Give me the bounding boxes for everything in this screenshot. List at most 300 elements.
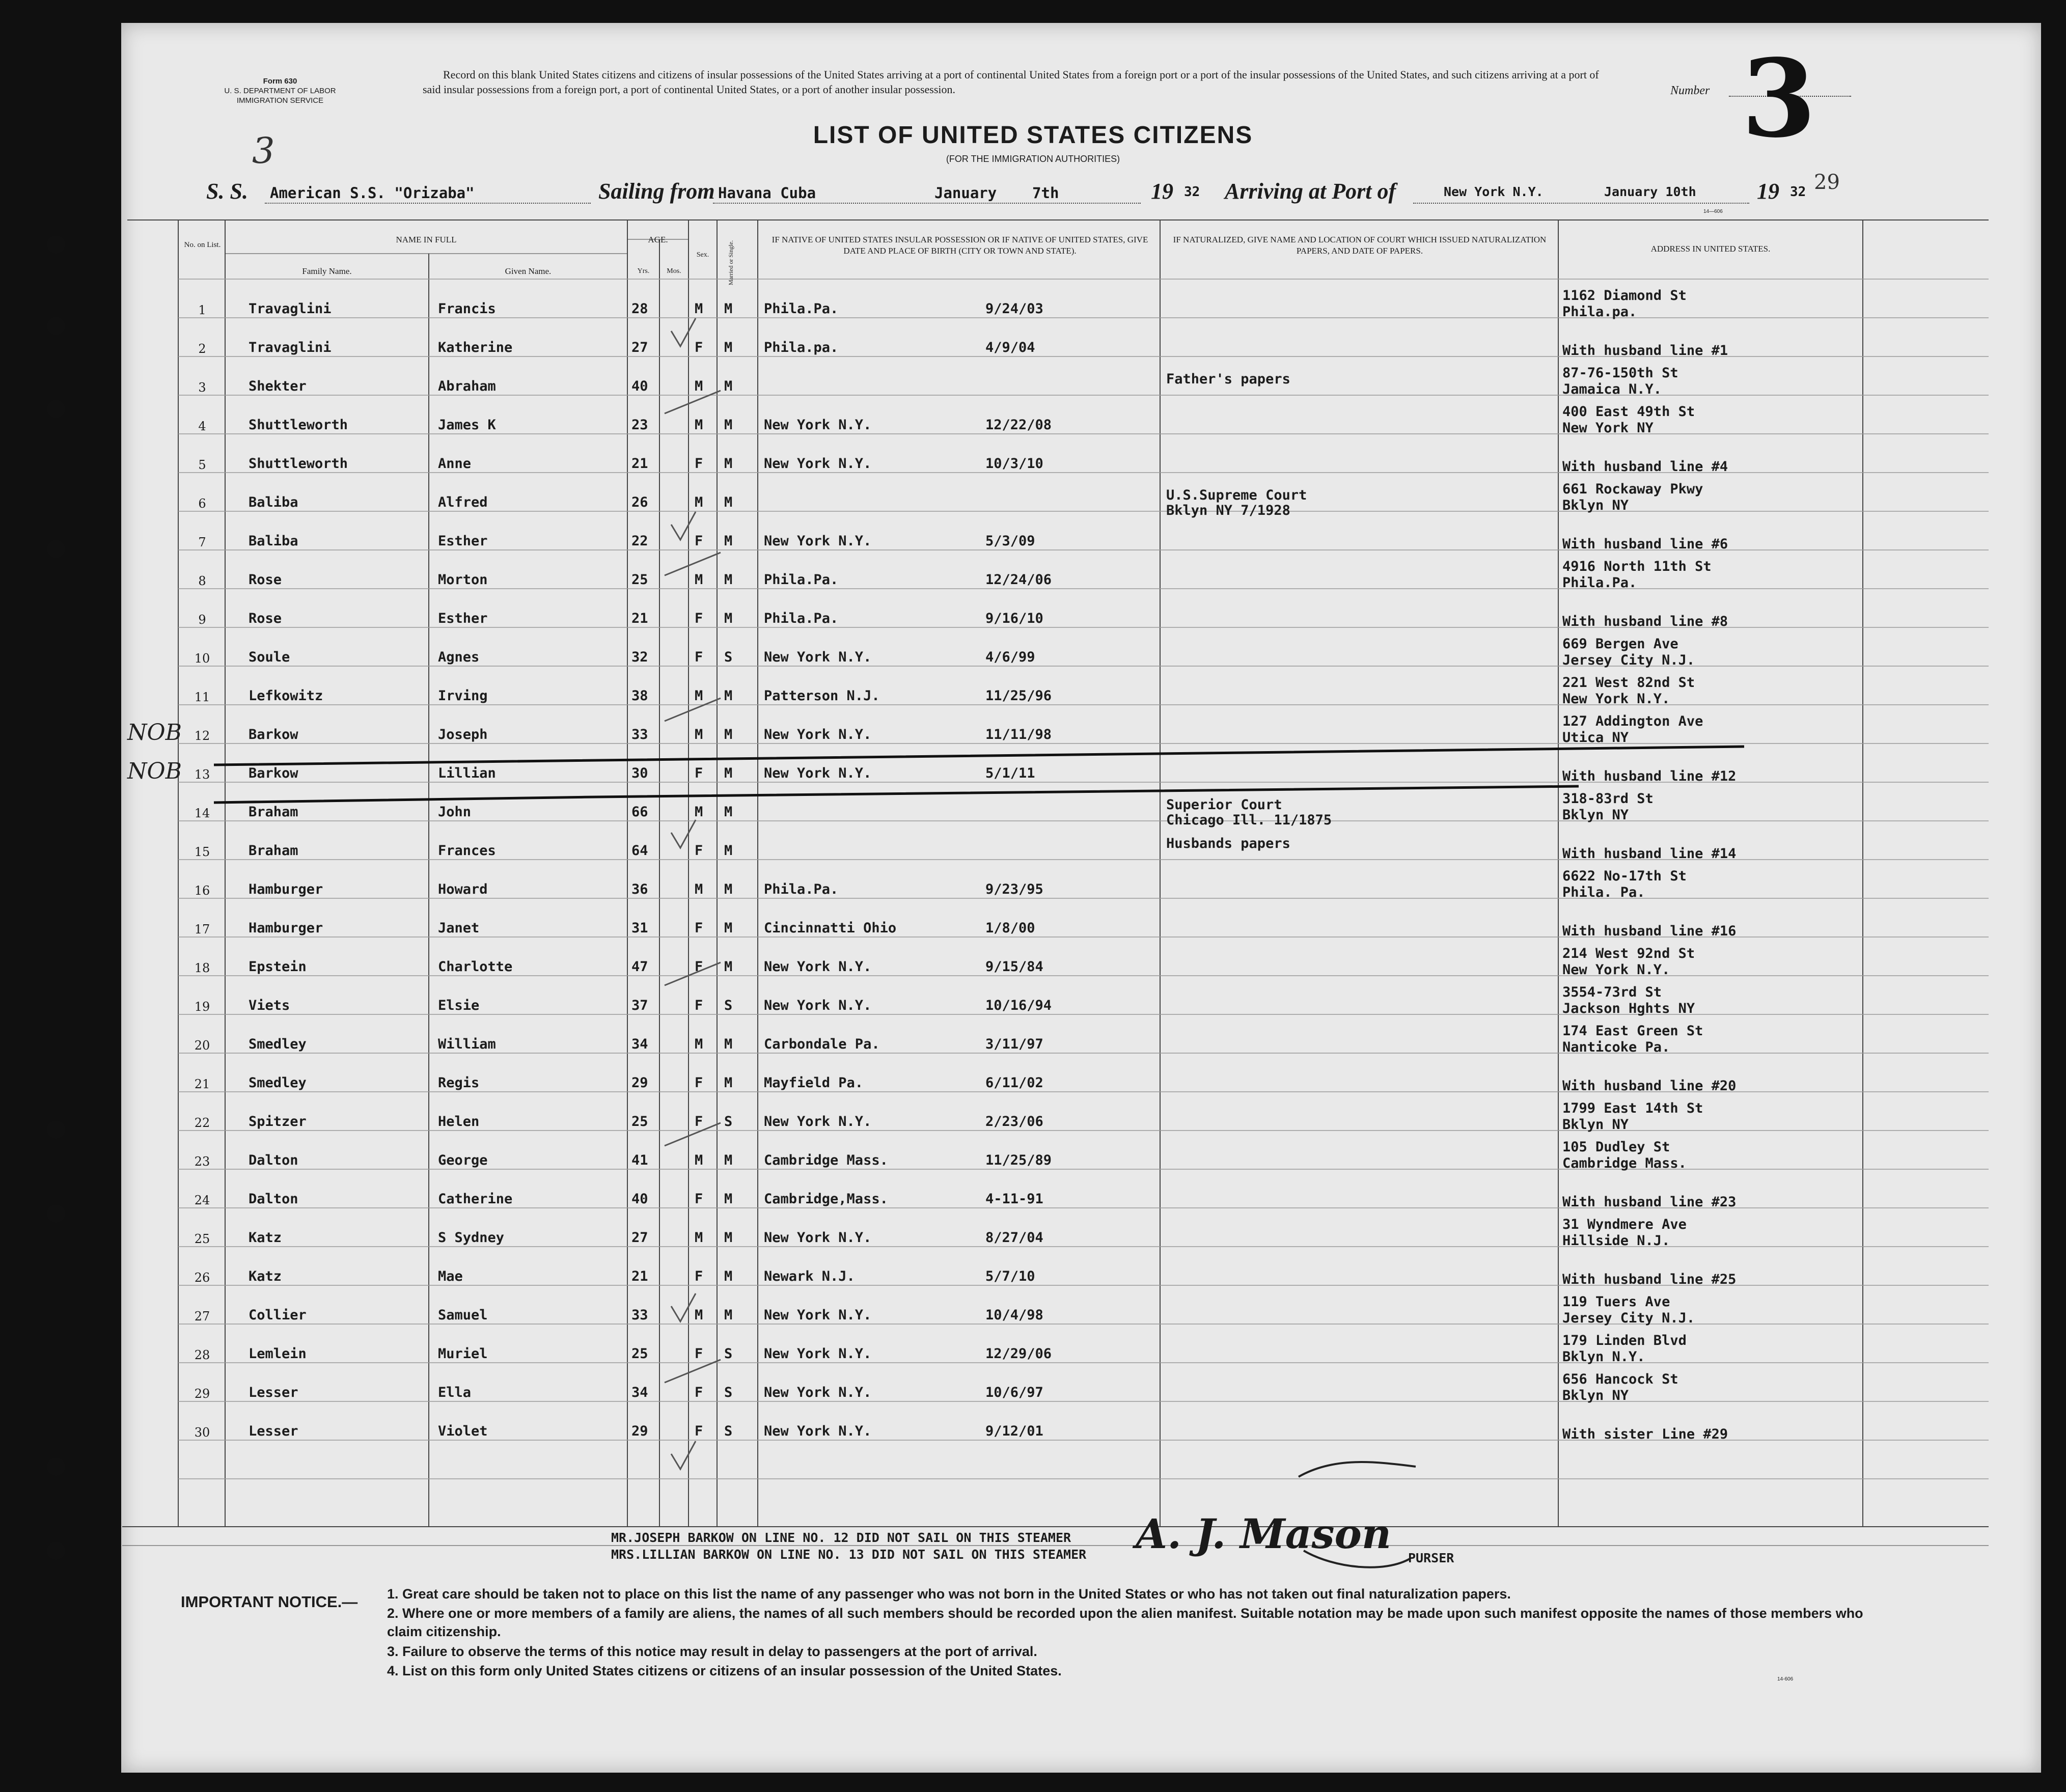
row-number: 26 [194, 1271, 210, 1285]
address-line-2: Nanticoke Pa. [1562, 1039, 1670, 1055]
sex: M [695, 881, 703, 897]
age-years: 29 [631, 1075, 648, 1091]
col-naturalized-header: IF NATURALIZED, GIVE NAME AND LOCATION OF COURT WHICH ISSUED NATURALIZATION PAPERS, AND DATE OF PAPERS. [1173, 235, 1547, 256]
given-name: George [438, 1152, 488, 1168]
col-name-header: NAME IN FULL [396, 235, 457, 244]
list-number: 3 [1742, 36, 1816, 161]
naturalization-court: Superior Court [1166, 797, 1282, 813]
address-line-1: 214 West 92nd St [1562, 946, 1695, 961]
address-line-2: Bklyn N.Y. [1562, 1349, 1645, 1365]
printer-code-top: 14—606 [1703, 209, 1723, 214]
ship-name: American S.S. "Orizaba" [270, 184, 475, 202]
notice-item-4: 4. List on this form only United States citizens or citizens of an insular possession of the United States. [387, 1663, 1062, 1678]
row-number: 30 [194, 1425, 210, 1440]
address-line-1: 87-76-150th St [1562, 365, 1678, 381]
birth-date: 11/25/96 [985, 688, 1052, 704]
address-line-1: 4916 North 11th St [1562, 559, 1712, 574]
arrive-year-prefix: 19 [1757, 179, 1779, 204]
given-name: Irving [438, 688, 488, 704]
birth-place: Newark N.J. [764, 1269, 855, 1284]
birth-date: 3/11/97 [985, 1036, 1043, 1052]
birth-date: 10/3/10 [985, 456, 1043, 472]
row-number: 23 [194, 1154, 210, 1169]
age-years: 36 [631, 881, 648, 897]
sex: M [695, 1230, 703, 1246]
birth-date: 11/11/98 [985, 727, 1052, 742]
given-name: John [438, 804, 472, 820]
address-line-2: Bklyn NY [1562, 1388, 1629, 1403]
family-name: Katz [249, 1269, 282, 1284]
form-number: Form 630 [263, 77, 297, 86]
naturalization-detail: Chicago Ill. 11/1875 [1166, 812, 1332, 828]
birth-place: Phila.Pa. [764, 881, 839, 897]
marital-status: M [724, 843, 733, 859]
age-years: 23 [631, 417, 648, 433]
marital-status: M [724, 1269, 733, 1284]
address-line-1: 105 Dudley St [1562, 1139, 1670, 1155]
birth-place: New York N.Y. [764, 533, 872, 549]
birth-place: New York N.Y. [764, 1346, 872, 1362]
family-name: Shuttleworth [249, 417, 348, 433]
row-number: 14 [194, 806, 210, 820]
given-name: Frances [438, 843, 496, 859]
given-name: Howard [438, 881, 488, 897]
ss-label: S. S. [206, 179, 248, 204]
marital-status: M [724, 533, 733, 549]
address-line-1: 656 Hancock St [1562, 1371, 1678, 1387]
sex: M [695, 378, 703, 394]
family-name: Lesser [249, 1385, 298, 1400]
age-years: 64 [631, 843, 648, 859]
address-line-2: With husband line #14 [1562, 846, 1737, 862]
given-name: James K [438, 417, 496, 433]
purser-signature: A. J. Mason [1136, 1510, 1392, 1558]
birth-place: Phila.pa. [764, 340, 839, 355]
marital-status: M [724, 959, 733, 975]
row-number: 16 [194, 884, 210, 898]
sex: F [695, 1346, 703, 1362]
row-number: 11 [194, 690, 210, 704]
marital-status: M [724, 1307, 733, 1323]
birth-date: 5/3/09 [985, 533, 1035, 549]
marital-status: M [724, 765, 733, 781]
address-line-2: With husband line #4 [1562, 459, 1728, 475]
birth-place: Cambridge Mass. [764, 1152, 888, 1168]
row-number: 2 [198, 342, 206, 356]
marital-status: M [724, 727, 733, 742]
marital-status: S [724, 998, 733, 1013]
birth-date: 10/16/94 [985, 998, 1052, 1013]
pen-stroke [665, 553, 721, 575]
family-name: Smedley [249, 1075, 307, 1091]
family-name: Lefkowitz [249, 688, 323, 704]
naturalization-court: Father's papers [1166, 371, 1290, 387]
address-line-2: Phila.Pa. [1562, 575, 1637, 591]
row-number: 4 [198, 419, 206, 433]
family-name: Shuttleworth [249, 456, 348, 472]
given-name: Abraham [438, 378, 496, 394]
address-line-2: With husband line #25 [1562, 1272, 1737, 1287]
age-years: 25 [631, 1346, 648, 1362]
marital-status: M [724, 417, 733, 433]
address-line-1: 661 Rockaway Pkwy [1562, 481, 1703, 497]
given-name: S Sydney [438, 1230, 505, 1246]
birth-place: New York N.Y. [764, 649, 872, 665]
age-years: 26 [631, 494, 648, 510]
age-years: 34 [631, 1036, 648, 1052]
birth-date: 11/25/89 [985, 1152, 1052, 1168]
sex: F [695, 456, 703, 472]
sex: F [695, 611, 703, 626]
family-name: Travaglini [249, 340, 332, 355]
row-number: 18 [194, 961, 210, 975]
given-name: Ella [438, 1385, 472, 1400]
sex: F [695, 959, 703, 975]
row-number: 6 [198, 497, 206, 511]
sex: M [695, 1036, 703, 1052]
pen-stroke [665, 962, 721, 985]
marital-status: M [724, 1036, 733, 1052]
family-name: Lesser [249, 1423, 298, 1439]
check-mark [671, 512, 696, 540]
age-years: 40 [631, 378, 648, 394]
notice-item-2: 2. Where one or more members of a family are aliens, the names of all such members should be recorded upon the alien manifest. Suitable notation may be made upon such manifest opposite the names of those members who claim citizenship. [387, 1606, 1863, 1639]
age-years: 29 [631, 1423, 648, 1439]
marital-status: M [724, 881, 733, 897]
given-name: Mae [438, 1269, 463, 1284]
birth-place: Phila.Pa. [764, 572, 839, 588]
col-mos-header: Mos. [667, 267, 681, 275]
address-line-2: New York N.Y. [1562, 962, 1670, 978]
birth-date: 8/27/04 [985, 1230, 1043, 1246]
address-line-2: Bklyn NY [1562, 498, 1629, 513]
given-name: Catherine [438, 1191, 513, 1207]
sex: F [695, 649, 703, 665]
family-name: Shekter [249, 378, 307, 394]
marital-status: M [724, 378, 733, 394]
purser-label: PURSER [1408, 1551, 1454, 1565]
margin-annotation: NOB [127, 720, 182, 746]
strike-line-row-12 [214, 747, 1744, 765]
marital-status: M [724, 1191, 733, 1207]
birth-place: New York N.Y. [764, 1423, 872, 1439]
sex: F [695, 765, 703, 781]
given-name: Helen [438, 1114, 480, 1129]
form-preamble: Record on this blank United States citizens and citizens of insular possessions of the United States arriving at a port of continental United States from a foreign port or a port of the insular possessions of the United States, and such citizens arriving at a port of said insular possessions from a foreign port, a port of continental United States, or a port of another insular possession. [423, 68, 1599, 96]
birth-place: Phila.Pa. [764, 611, 839, 626]
address-line-2: Utica NY [1562, 730, 1629, 746]
address-line-1: 1799 East 14th St [1562, 1100, 1703, 1116]
col-birth-header: IF NATIVE OF UNITED STATES INSULAR POSSESSION OR IF NATIVE OF UNITED STATES, GIVE DATE AND PLACE OF BIRTH (CITY OR TOWN AND STATE). [772, 235, 1148, 256]
family-name: Dalton [249, 1191, 298, 1207]
given-name: Esther [438, 533, 488, 549]
address-line-2: With husband line #8 [1562, 614, 1728, 629]
age-years: 21 [631, 456, 648, 472]
departure-year: 32 [1184, 184, 1200, 200]
birth-date: 12/29/06 [985, 1346, 1052, 1362]
sailing-from-label: Sailing from [598, 179, 715, 204]
age-years: 28 [631, 301, 648, 317]
age-years: 33 [631, 1307, 648, 1323]
address-line-1: 127 Addington Ave [1562, 713, 1703, 729]
row-number: 27 [194, 1309, 210, 1324]
marital-status: M [724, 1230, 733, 1246]
margin-page-mark: 3 [252, 130, 275, 172]
check-mark [671, 1293, 696, 1321]
birth-place: Cambridge,Mass. [764, 1191, 888, 1207]
age-years: 34 [631, 1385, 648, 1400]
row-number: 10 [194, 651, 210, 666]
address-line-2: Jackson Hghts NY [1562, 1001, 1695, 1016]
check-mark [671, 1441, 696, 1469]
col-address-header: ADDRESS IN UNITED STATES. [1650, 244, 1771, 254]
given-name: Regis [438, 1075, 480, 1091]
sex: F [695, 340, 703, 355]
address-line-2: With husband line #23 [1562, 1194, 1737, 1210]
row-number: 13 [194, 767, 210, 782]
naturalization-court: Husbands papers [1166, 836, 1290, 851]
birth-date: 9/24/03 [985, 301, 1043, 317]
sex: F [695, 1269, 703, 1284]
age-years: 40 [631, 1191, 648, 1207]
footer-note-1: MR.JOSEPH BARKOW ON LINE NO. 12 DID NOT SAIL ON THIS STEAMER [611, 1530, 1071, 1545]
birth-place: New York N.Y. [764, 456, 872, 472]
pen-stroke [665, 1123, 721, 1146]
marital-status: M [724, 301, 733, 317]
sex: M [695, 572, 703, 588]
age-years: 27 [631, 1230, 648, 1246]
age-years: 37 [631, 998, 648, 1013]
given-name: Katherine [438, 340, 513, 355]
family-name: Rose [249, 611, 282, 626]
sex: F [695, 1423, 703, 1439]
address-line-1: 318-83rd St [1562, 791, 1654, 807]
address-line-1: 119 Tuers Ave [1562, 1294, 1670, 1310]
marital-status: M [724, 611, 733, 626]
address-line-1: 400 East 49th St [1562, 404, 1695, 420]
birth-place: New York N.Y. [764, 959, 872, 975]
sex: M [695, 301, 703, 317]
row-number: 17 [194, 922, 210, 936]
birth-date: 9/23/95 [985, 881, 1043, 897]
signature-flourish [1299, 1462, 1416, 1477]
row-number: 12 [194, 729, 210, 743]
col-no-header: No. on List. [184, 241, 221, 249]
arrival-port: New York N.Y. [1444, 184, 1544, 199]
birth-date: 4/6/99 [985, 649, 1035, 665]
family-name: Smedley [249, 1036, 307, 1052]
birth-date: 9/12/01 [985, 1423, 1043, 1439]
birth-place: Cincinnatti Ohio [764, 920, 897, 936]
col-age-header: AGE. [648, 235, 668, 244]
row-number: 21 [194, 1077, 210, 1091]
birth-place: New York N.Y. [764, 1385, 872, 1400]
page-subtitle: (FOR THE IMMIGRATION AUTHORITIES) [946, 154, 1120, 164]
row-number: 22 [194, 1116, 210, 1130]
sex: F [695, 998, 703, 1013]
birth-place: Carbondale Pa. [764, 1036, 880, 1052]
given-name: Morton [438, 572, 488, 588]
birth-place: Mayfield Pa. [764, 1075, 864, 1091]
address-line-2: With husband line #16 [1562, 923, 1737, 939]
family-name: Epstein [249, 959, 307, 975]
sex: F [695, 1114, 703, 1129]
birth-place: New York N.Y. [764, 1307, 872, 1323]
row-number: 24 [194, 1193, 210, 1207]
birth-place: New York N.Y. [764, 1230, 872, 1246]
given-name: Alfred [438, 494, 488, 510]
given-name: Muriel [438, 1346, 488, 1362]
arrival-year-handwritten: 29 [1814, 171, 1840, 194]
address-line-1: 1162 Diamond St [1562, 288, 1687, 304]
notice-item-3: 3. Failure to observe the terms of this notice may result in delay to passengers at the port of arrival. [387, 1644, 1037, 1659]
marital-status: M [724, 1152, 733, 1168]
given-name: Francis [438, 301, 496, 317]
address-line-2: With husband line #6 [1562, 536, 1728, 552]
row-number: 8 [198, 574, 206, 588]
address-line-1: 221 West 82nd St [1562, 675, 1695, 691]
family-name: Dalton [249, 1152, 298, 1168]
age-years: 25 [631, 1114, 648, 1129]
row-number: 5 [198, 458, 206, 472]
naturalization-court: U.S.Supreme Court [1166, 487, 1307, 503]
arrival-date: January 10th [1604, 184, 1696, 199]
footer-note-2: MRS.LILLIAN BARKOW ON LINE NO. 13 DID NOT SAIL ON THIS STEAMER [611, 1547, 1087, 1562]
departure-port: Havana Cuba [718, 184, 816, 202]
given-name: Esther [438, 611, 488, 626]
address-line-1: 31 Wyndmere Ave [1562, 1217, 1687, 1232]
birth-date: 9/16/10 [985, 611, 1043, 626]
address-line-2: Jersey City N.J. [1562, 1310, 1695, 1326]
marital-status: S [724, 1114, 733, 1129]
family-name: Rose [249, 572, 282, 588]
address-line-2: With husband line #12 [1562, 768, 1737, 784]
birth-date: 4/9/04 [985, 340, 1035, 355]
sex: M [695, 494, 703, 510]
birth-date: 2/23/06 [985, 1114, 1043, 1129]
row-number: 28 [194, 1348, 210, 1362]
birth-date: 12/24/06 [985, 572, 1052, 588]
sex: M [695, 1152, 703, 1168]
birth-place: New York N.Y. [764, 765, 872, 781]
sex: M [695, 1307, 703, 1323]
family-name: Barkow [249, 727, 298, 742]
address-line-2: Bklyn NY [1562, 807, 1629, 823]
family-name: Lemlein [249, 1346, 307, 1362]
given-name: Samuel [438, 1307, 488, 1323]
birth-date: 5/7/10 [985, 1269, 1035, 1284]
marital-status: S [724, 1423, 733, 1439]
col-yrs-header: Yrs. [637, 267, 650, 275]
family-name: Braham [249, 843, 298, 859]
address-line-2: New York NY [1562, 420, 1654, 436]
given-name: Elsie [438, 998, 480, 1013]
marital-status: M [724, 340, 733, 355]
marital-status: S [724, 1385, 733, 1400]
family-name: Katz [249, 1230, 282, 1246]
birth-date: 1/8/00 [985, 920, 1035, 936]
row-number: 3 [198, 380, 206, 395]
birth-date: 5/1/11 [985, 765, 1035, 781]
sex: M [695, 804, 703, 820]
address-line-2: Jamaica N.Y. [1562, 381, 1662, 397]
naturalization-detail: Bklyn NY 7/1928 [1166, 503, 1290, 518]
marital-status: M [724, 1075, 733, 1091]
address-line-1: 669 Bergen Ave [1562, 636, 1678, 652]
birth-date: 6/11/02 [985, 1075, 1043, 1091]
address-line-2: Phila.pa. [1562, 304, 1637, 320]
sex: M [695, 688, 703, 704]
marital-status: M [724, 920, 733, 936]
margin-annotation: NOB [127, 758, 182, 784]
check-mark [671, 820, 696, 848]
given-name: Violet [438, 1423, 488, 1439]
row-number: 19 [194, 1000, 210, 1014]
arriving-at-label: Arriving at Port of [1225, 179, 1396, 204]
family-name: Braham [249, 804, 298, 820]
col-married-header: Married or Single. [727, 240, 734, 286]
sex: F [695, 920, 703, 936]
row-number: 29 [194, 1387, 210, 1401]
age-years: 22 [631, 533, 648, 549]
address-line-2: Bklyn NY [1562, 1117, 1629, 1133]
row-number: 7 [198, 535, 206, 549]
notice-item-1: 1. Great care should be taken not to place on this list the name of any passenger who was not born in the United States or who has not taken out final naturalization papers. [387, 1586, 1511, 1602]
strike-line-row-13 [214, 786, 1579, 803]
service-name: IMMIGRATION SERVICE [236, 96, 324, 105]
birth-place: Patterson N.J. [764, 688, 880, 704]
family-name: Baliba [249, 533, 298, 549]
departure-date: January 7th [934, 184, 1059, 202]
row-number: 9 [198, 613, 206, 627]
col-sex-header: Sex. [696, 251, 709, 259]
birth-date: 10/4/98 [985, 1307, 1043, 1323]
family-name: Hamburger [249, 920, 323, 936]
given-name: Joseph [438, 727, 488, 742]
given-name: Lillian [438, 765, 496, 781]
given-name: Charlotte [438, 959, 513, 975]
printer-code: 14-606 [1777, 1676, 1794, 1682]
age-years: 47 [631, 959, 648, 975]
given-name: Anne [438, 456, 472, 472]
row-number: 25 [194, 1232, 210, 1246]
family-name: Hamburger [249, 881, 323, 897]
family-name: Soule [249, 649, 290, 665]
address-line-2: Cambridge Mass. [1562, 1155, 1687, 1171]
col-given-header: Given Name. [505, 266, 552, 276]
birth-date: 4-11-91 [985, 1191, 1043, 1207]
marital-status: M [724, 804, 733, 820]
family-name: Travaglini [249, 301, 332, 317]
sex: M [695, 727, 703, 742]
given-name: Janet [438, 920, 480, 936]
department-name: U. S. DEPARTMENT OF LABOR [224, 87, 336, 95]
sex: F [695, 1385, 703, 1400]
pen-stroke [665, 698, 721, 721]
row-number: 20 [194, 1038, 210, 1053]
age-years: 25 [631, 572, 648, 588]
notice-heading: IMPORTANT NOTICE.— [181, 1593, 358, 1611]
address-line-1: 174 East Green St [1562, 1023, 1703, 1039]
age-years: 66 [631, 804, 648, 820]
address-line-2: New York N.Y. [1562, 691, 1670, 707]
family-name: Collier [249, 1307, 307, 1323]
age-years: 21 [631, 611, 648, 626]
given-name: Agnes [438, 649, 480, 665]
number-label: Number [1670, 84, 1710, 97]
birth-date: 9/15/84 [985, 959, 1043, 975]
address-line-2: With husband line #1 [1562, 343, 1728, 359]
